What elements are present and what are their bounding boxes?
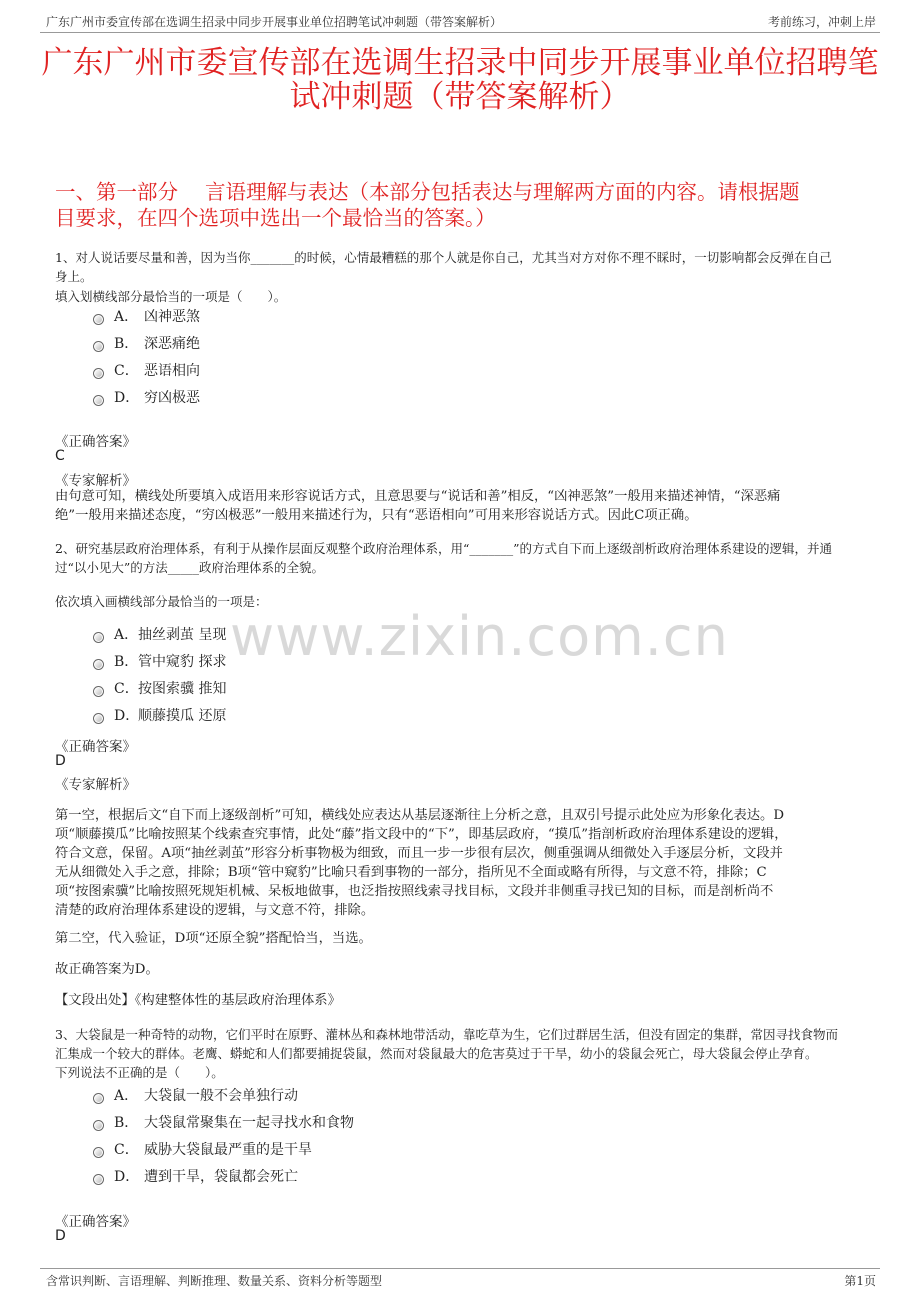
q1-analysis-line2: 绝”一般用来描述态度，“穷凶极恶”一般用来描述行为，只有“恶语相向”可用来形容说话方式。因此C项正确。 <box>55 508 698 523</box>
radio-icon[interactable] <box>93 368 104 379</box>
q3-answer: D <box>55 1228 66 1244</box>
radio-icon[interactable] <box>93 632 104 643</box>
watermark: www.zixin.com.cn <box>230 605 729 668</box>
q2-analysis-para3: 故正确答案为D。 <box>55 962 159 977</box>
q3-option-a[interactable]: A． 大袋鼠一般不会单独行动 <box>93 1086 298 1106</box>
q1-answer-heading: 《正确答案》 <box>55 434 136 450</box>
q2-analysis-heading: 《专家解析》 <box>55 777 136 793</box>
q2-option-d[interactable]: D．顺藤摸瓜 还原 <box>93 706 226 726</box>
q2-option-c[interactable]: C．按图索骥 推知 <box>93 679 226 699</box>
q2-analysis-line4: 无从细微处入手之意，排除；B项“管中窥豹”比喻只看到事物的一部分，指所见不全面或略有所得，与文意不符，排除；C <box>55 865 767 880</box>
page-number: 第1页 <box>844 1274 876 1288</box>
q1-analysis-line1: 由句意可知，横线处所要填入成语用来形容说话方式，且意思要与“说话和善”相反，“凶神恶煞”一般用来描述神情，“深恶痛 <box>55 489 781 504</box>
header-slogan: 考前练习，冲刺上岸 <box>767 15 876 29</box>
q3-prompt: 下列说法不正确的是（ ）。 <box>55 1065 224 1080</box>
q3-option-c[interactable]: C． 威胁大袋鼠最严重的是干旱 <box>93 1140 312 1160</box>
q2-option-b[interactable]: B．管中窥豹 探求 <box>93 652 226 672</box>
q1-stem-line1: 1、对人说话要尽量和善，因为当你_______的时候，心情最糟糕的那个人就是你自己，尤其当对方对你不理不睬时，一切影响都会反弹在自己 <box>55 250 832 265</box>
q3-option-d[interactable]: D． 遭到干旱，袋鼠都会死亡 <box>93 1167 298 1187</box>
q2-source: 【文段出处】《构建整体性的基层政府治理体系》 <box>55 993 341 1008</box>
q2-analysis-line2: 项“顺藤摸瓜”比喻按照某个线索查究事情，此处“藤”指文段中的“下”，即基层政府，“摸瓜”指剖析政府治理体系建设的逻辑， <box>55 827 788 842</box>
footer-divider <box>40 1268 880 1269</box>
radio-icon[interactable] <box>93 686 104 697</box>
q2-analysis-line6: 清楚的政府治理体系建设的逻辑，与文意不符，排除。 <box>55 903 375 918</box>
header-doc-title: 广东广州市委宣传部在选调生招录中同步开展事业单位招聘笔试冲刺题（带答案解析） <box>46 15 503 29</box>
footer-note: 含常识判断、言语理解、判断推理、数量关系、资料分析等题型 <box>46 1274 383 1288</box>
q1-option-a[interactable]: A． 凶神恶煞 <box>93 307 200 327</box>
q3-stem-line1: 3、大袋鼠是一种奇特的动物，它们平时在原野、灌林丛和森林地带活动，靠吃草为生，它们过群居生活，但没有固定的集群，常因寻找食物而 <box>55 1027 838 1042</box>
page-title-line1: 广东广州市委宣传部在选调生招录中同步开展事业单位招聘笔 <box>41 45 879 81</box>
radio-icon[interactable] <box>93 1147 104 1158</box>
q1-answer: C <box>55 448 65 464</box>
q2-analysis-line3: 符合文意，保留。A项“抽丝剥茧”形容分析事物极为细致，而且一步一步很有层次，侧重强调从细微处入手逐层分析，文段并 <box>55 846 783 861</box>
radio-icon[interactable] <box>93 1174 104 1185</box>
radio-icon[interactable] <box>93 314 104 325</box>
q2-answer: D <box>55 753 66 769</box>
q3-answer-heading: 《正确答案》 <box>55 1214 136 1230</box>
q3-option-b[interactable]: B． 大袋鼠常聚集在一起寻找水和食物 <box>93 1113 354 1133</box>
radio-icon[interactable] <box>93 341 104 352</box>
q2-option-a[interactable]: A．抽丝剥茧 呈现 <box>93 625 226 645</box>
q1-option-b[interactable]: B． 深恶痛绝 <box>93 334 200 354</box>
radio-icon[interactable] <box>93 1093 104 1104</box>
header-divider <box>40 32 880 33</box>
q2-prompt: 依次填入画横线部分最恰当的一项是： <box>55 594 268 609</box>
q2-answer-heading: 《正确答案》 <box>55 739 136 755</box>
q2-analysis-line5: 项“按图索骥”比喻按照死规矩机械、呆板地做事，也泛指按照线索寻找目标，文段并非侧重寻找已知的目标，而是剖析尚不 <box>55 884 774 899</box>
radio-icon[interactable] <box>93 659 104 670</box>
q1-option-d[interactable]: D． 穷凶极恶 <box>93 388 200 408</box>
radio-icon[interactable] <box>93 713 104 724</box>
q1-option-c[interactable]: C． 恶语相向 <box>93 361 200 381</box>
q2-analysis-line1: 第一空，根据后文“自下而上逐级剖析”可知，横线处应表达从基层逐渐往上分析之意，且双引号提示此处应为形象化表达。D <box>55 808 784 823</box>
radio-icon[interactable] <box>93 1120 104 1131</box>
q1-prompt: 填入划横线部分最恰当的一项是（ ）。 <box>55 289 287 304</box>
q1-stem-line2: 身上。 <box>55 269 93 284</box>
radio-icon[interactable] <box>93 395 104 406</box>
page-title-line2: 试冲刺题（带答案解析） <box>289 79 631 115</box>
q1-analysis-heading: 《专家解析》 <box>55 473 136 489</box>
section-heading-line2: 目要求，在四个选项中选出一个最恰当的答案。） <box>55 206 496 230</box>
q2-analysis-para2: 第二空，代入验证，D项“还原全貌”搭配恰当，当选。 <box>55 931 372 946</box>
section-heading-line1: 一、第一部分 言语理解与表达（本部分包括表达与理解两方面的内容。请根据题 <box>55 180 800 204</box>
q2-stem-line2: 过“以小见大”的方法_____政府治理体系的全貌。 <box>55 560 325 575</box>
q3-stem-line2: 汇集成一个较大的群体。老鹰、蟒蛇和人们都要捕捉袋鼠，然而对袋鼠最大的危害莫过于干旱，幼小的袋鼠会死亡，母大袋鼠会停止孕育。 <box>55 1046 818 1061</box>
q2-stem-line1: 2、研究基层政府治理体系，有利于从操作层面反观整个政府治理体系，用“_______”的方式自下而上逐级剖析政府治理体系建设的逻辑，并通 <box>55 541 832 556</box>
